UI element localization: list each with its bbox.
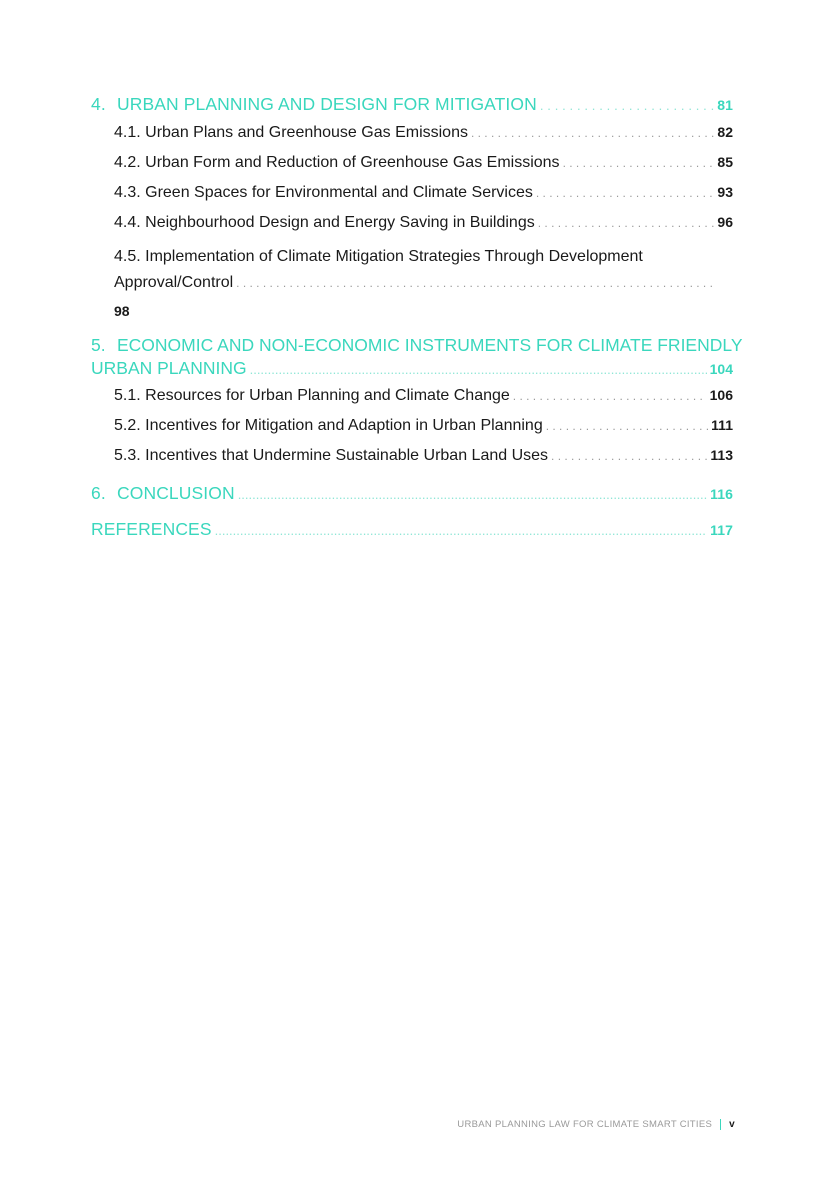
toc-entry-4-4[interactable] (114, 214, 733, 244)
page-number: 82 (717, 124, 733, 140)
footer-title: URBAN PLANNING LAW FOR CLIMATE SMART CITIES (457, 1119, 713, 1130)
toc-entry-5-3[interactable] (114, 447, 733, 477)
chapter-number: 6. (91, 483, 106, 503)
dot-leader (536, 186, 715, 200)
table-of-contents (91, 94, 743, 549)
entry-line2 (114, 270, 720, 296)
footer-page-number: v (729, 1119, 735, 1130)
dot-leader (238, 487, 707, 502)
footer-divider (720, 1119, 721, 1130)
chapter-title-cont: URBAN PLANNING (91, 358, 247, 378)
page-number: 106 (709, 387, 733, 403)
page-number: 113 (710, 447, 733, 463)
entry-label: 4.2. Urban Form and Reduction of Greenhouse Gas Emissions (114, 154, 560, 171)
dot-leader (540, 98, 714, 113)
dot-leader (546, 419, 708, 433)
toc-entry-4-5[interactable] (114, 244, 733, 326)
toc-entry-4-3[interactable] (114, 184, 733, 214)
dot-leader (215, 523, 708, 538)
page-number: 93 (717, 184, 733, 200)
page-number: 98 (114, 303, 130, 319)
dot-leader (471, 126, 714, 140)
entry-label: 4.1. Urban Plans and Greenhouse Gas Emissions (114, 124, 468, 141)
toc-references[interactable] (91, 519, 733, 549)
toc-entry-4-1[interactable] (114, 124, 733, 154)
entry-label: 5.1. Resources for Urban Planning and Climate Change (114, 387, 510, 404)
dot-leader (538, 216, 715, 230)
chapter-title-line2 (91, 357, 733, 381)
chapter-title: URBAN PLANNING AND DESIGN FOR MITIGATION (117, 94, 537, 114)
page-number: 117 (710, 522, 733, 538)
page-number: 111 (711, 417, 733, 433)
entry-label-line1: 4.5. Implementation of Climate Mitigation Strategies Through Development (114, 248, 643, 265)
toc-entry-5-2[interactable] (114, 417, 733, 447)
entry-label-line2: Approval/Control (114, 274, 234, 291)
entry-label: 5.3. Incentives that Undermine Sustainable Urban Land Uses (114, 447, 549, 464)
toc-entry-5-1[interactable] (114, 387, 733, 417)
page-number: 85 (717, 154, 733, 170)
dot-leader (551, 449, 707, 463)
entry-label: 4.4. Neighbourhood Design and Energy Saving in Buildings (114, 214, 535, 231)
dot-leader (563, 156, 715, 170)
entry-label: 4.3. Green Spaces for Environmental and Climate Services (114, 184, 533, 201)
chapter-number: 4. (91, 94, 106, 114)
chapter-title: ECONOMIC AND NON-ECONOMIC INSTRUMENTS FOR CLIMATE FRIENDLY (117, 335, 743, 355)
chapter-title-line1 (91, 334, 743, 357)
page-number: 81 (717, 97, 733, 113)
toc-entry-4-2[interactable] (114, 154, 733, 184)
toc-chapter-5[interactable] (91, 334, 743, 381)
chapter-title: CONCLUSION (117, 483, 235, 503)
page-number: 116 (710, 486, 733, 502)
dot-leader (513, 389, 707, 403)
page-number: 104 (709, 361, 733, 377)
entry-label: 5.2. Incentives for Mitigation and Adaption in Urban Planning (114, 417, 543, 434)
dot-leader (236, 270, 717, 296)
dot-leader (250, 358, 707, 381)
page-number: 96 (717, 214, 733, 230)
chapter-title: REFERENCES (91, 519, 212, 539)
toc-chapter-4[interactable] (91, 94, 733, 124)
chapter-number: 5. (91, 335, 106, 355)
page-footer (457, 1119, 735, 1130)
toc-chapter-6[interactable] (91, 483, 733, 513)
